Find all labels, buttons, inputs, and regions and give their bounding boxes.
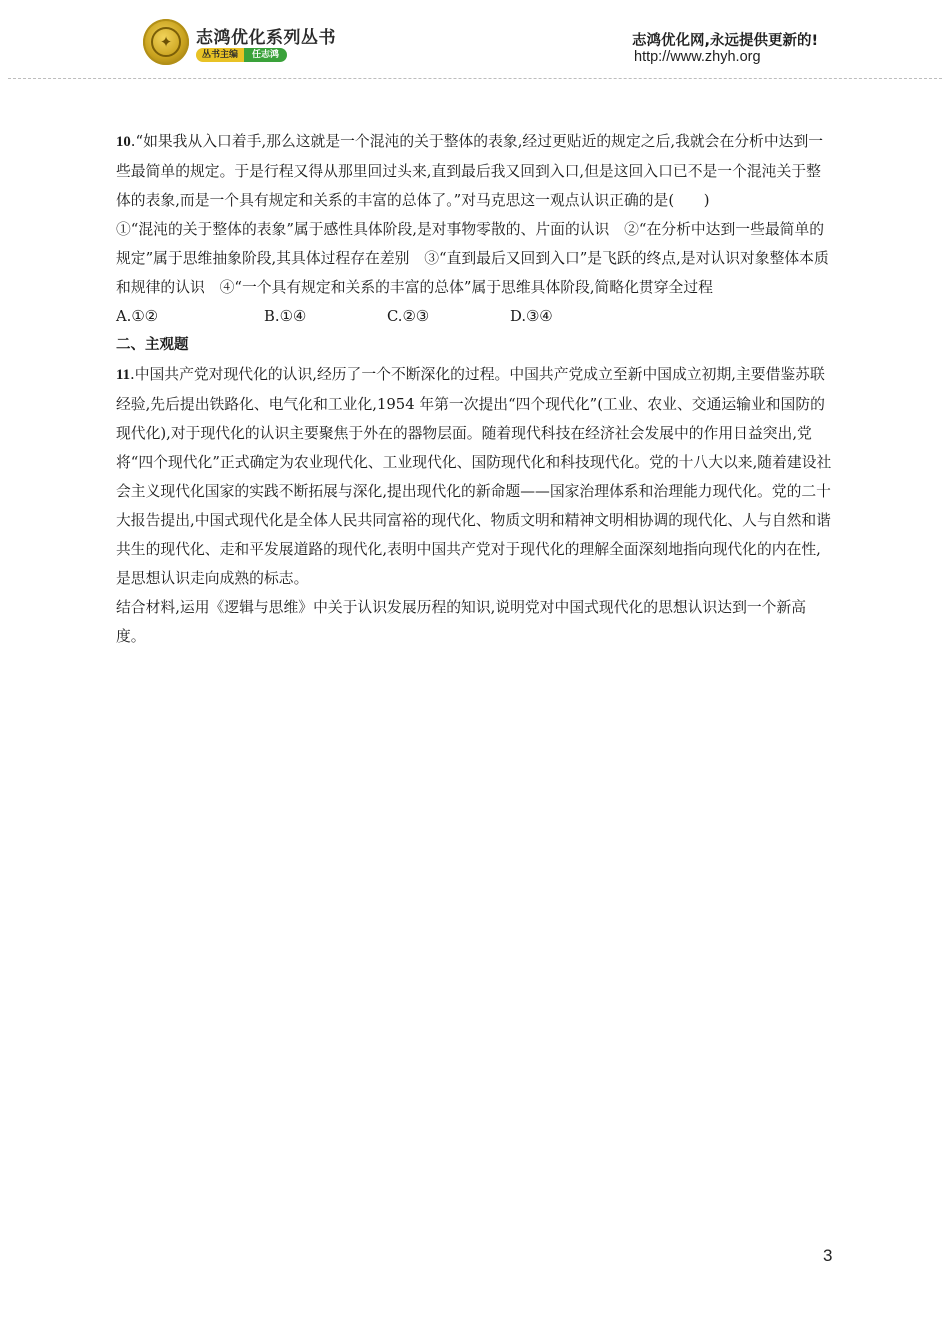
question-11-prompt: 结合材料,运用《逻辑与思维》中关于认识发展历程的知识,说明党对中国式现代化的思想认识达到一个新高度。 [116, 599, 807, 645]
page-content [116, 127, 834, 651]
series-title: 志鸿优化系列丛书 [196, 28, 336, 48]
header-divider [8, 78, 942, 79]
section-title: 二、主观题 [116, 337, 189, 353]
logo-seal-icon [143, 19, 189, 65]
question-10-statements: ①“混沌的关于整体的表象”属于感性具体阶段,是对事物零散的、片面的认识 ②“在分析中达到一些最简单的规定”属于思维抽象阶段,其具体过程存在差别 ③“直到最后又回到入口”是飞跃的终点,是对认识对象整体本质和规律的认识 ④“一个具有规定和关系的丰富的总体”属于思维具体阶段,简略化贯穿全过程 [116, 221, 829, 296]
page-header [0, 0, 950, 80]
question-10-options [116, 302, 834, 331]
question-10 [116, 127, 834, 215]
editor-label: 丛书主编 [196, 48, 244, 62]
option-d: D.③④ [510, 308, 553, 325]
editor-name: 任志鸿 [244, 48, 287, 62]
editor-badge [196, 48, 287, 62]
option-b: B.①④ [264, 308, 307, 325]
option-a: A.①② [116, 308, 158, 325]
question-10-number: 10 [116, 134, 131, 150]
question-11-number: 11 [116, 367, 130, 383]
question-11 [116, 360, 834, 593]
seal-emblem-icon: ✦ [151, 27, 181, 57]
header-slogan: 志鸿优化网,永远提供更新的! [632, 33, 819, 49]
page-number: 3 [823, 1246, 833, 1265]
question-11-material: .中国共产党对现代化的认识,经历了一个不断深化的过程。中国共产党成立至新中国成立初期,主要借鉴苏联经验,先后提出铁路化、电气化和工业化,1954 年第一次提出“四个现代化”(工业、农业、交通运输业和国防的现代化),对于现代化的认识主要聚焦于外在的器物层面。随着现代科技在经济社会发展中的作用日益突出,党将“四个现代化”正式确定为农业现代化、工业现代化、国防现代化和科技现代化。党的十八大以来,随着建设社会主义现代化国家的实践不断拓展与深化,提出现代化的新命题——国家治理体系和治理能力现代化。党的二十大报告提出,中国式现代化是全体人民共同富裕的现代化、物质文明和精神文明相协调的现代化、人与自然和谐共生的现代化、走和平发展道路的现代化,表明中国共产党对于现代化的理解全面深刻地指向现代化的内在性,是思想认识走向成熟的标志。 [116, 366, 832, 587]
question-10-stem: .“如果我从入口着手,那么这就是一个混沌的关于整体的表象,经过更贴近的规定之后,我就会在分析中达到一些最简单的规定。于是行程又得从那里回过头来,直到最后我又回到入口,但是这回入口已不是一个混沌关于整体的表象,而是一个具有规定和关系的丰富的总体了。”对马克思这一观点认识正确的是( ) [116, 133, 824, 209]
option-c: C.②③ [387, 308, 430, 325]
header-url: http://www.zhyh.org [634, 49, 761, 65]
